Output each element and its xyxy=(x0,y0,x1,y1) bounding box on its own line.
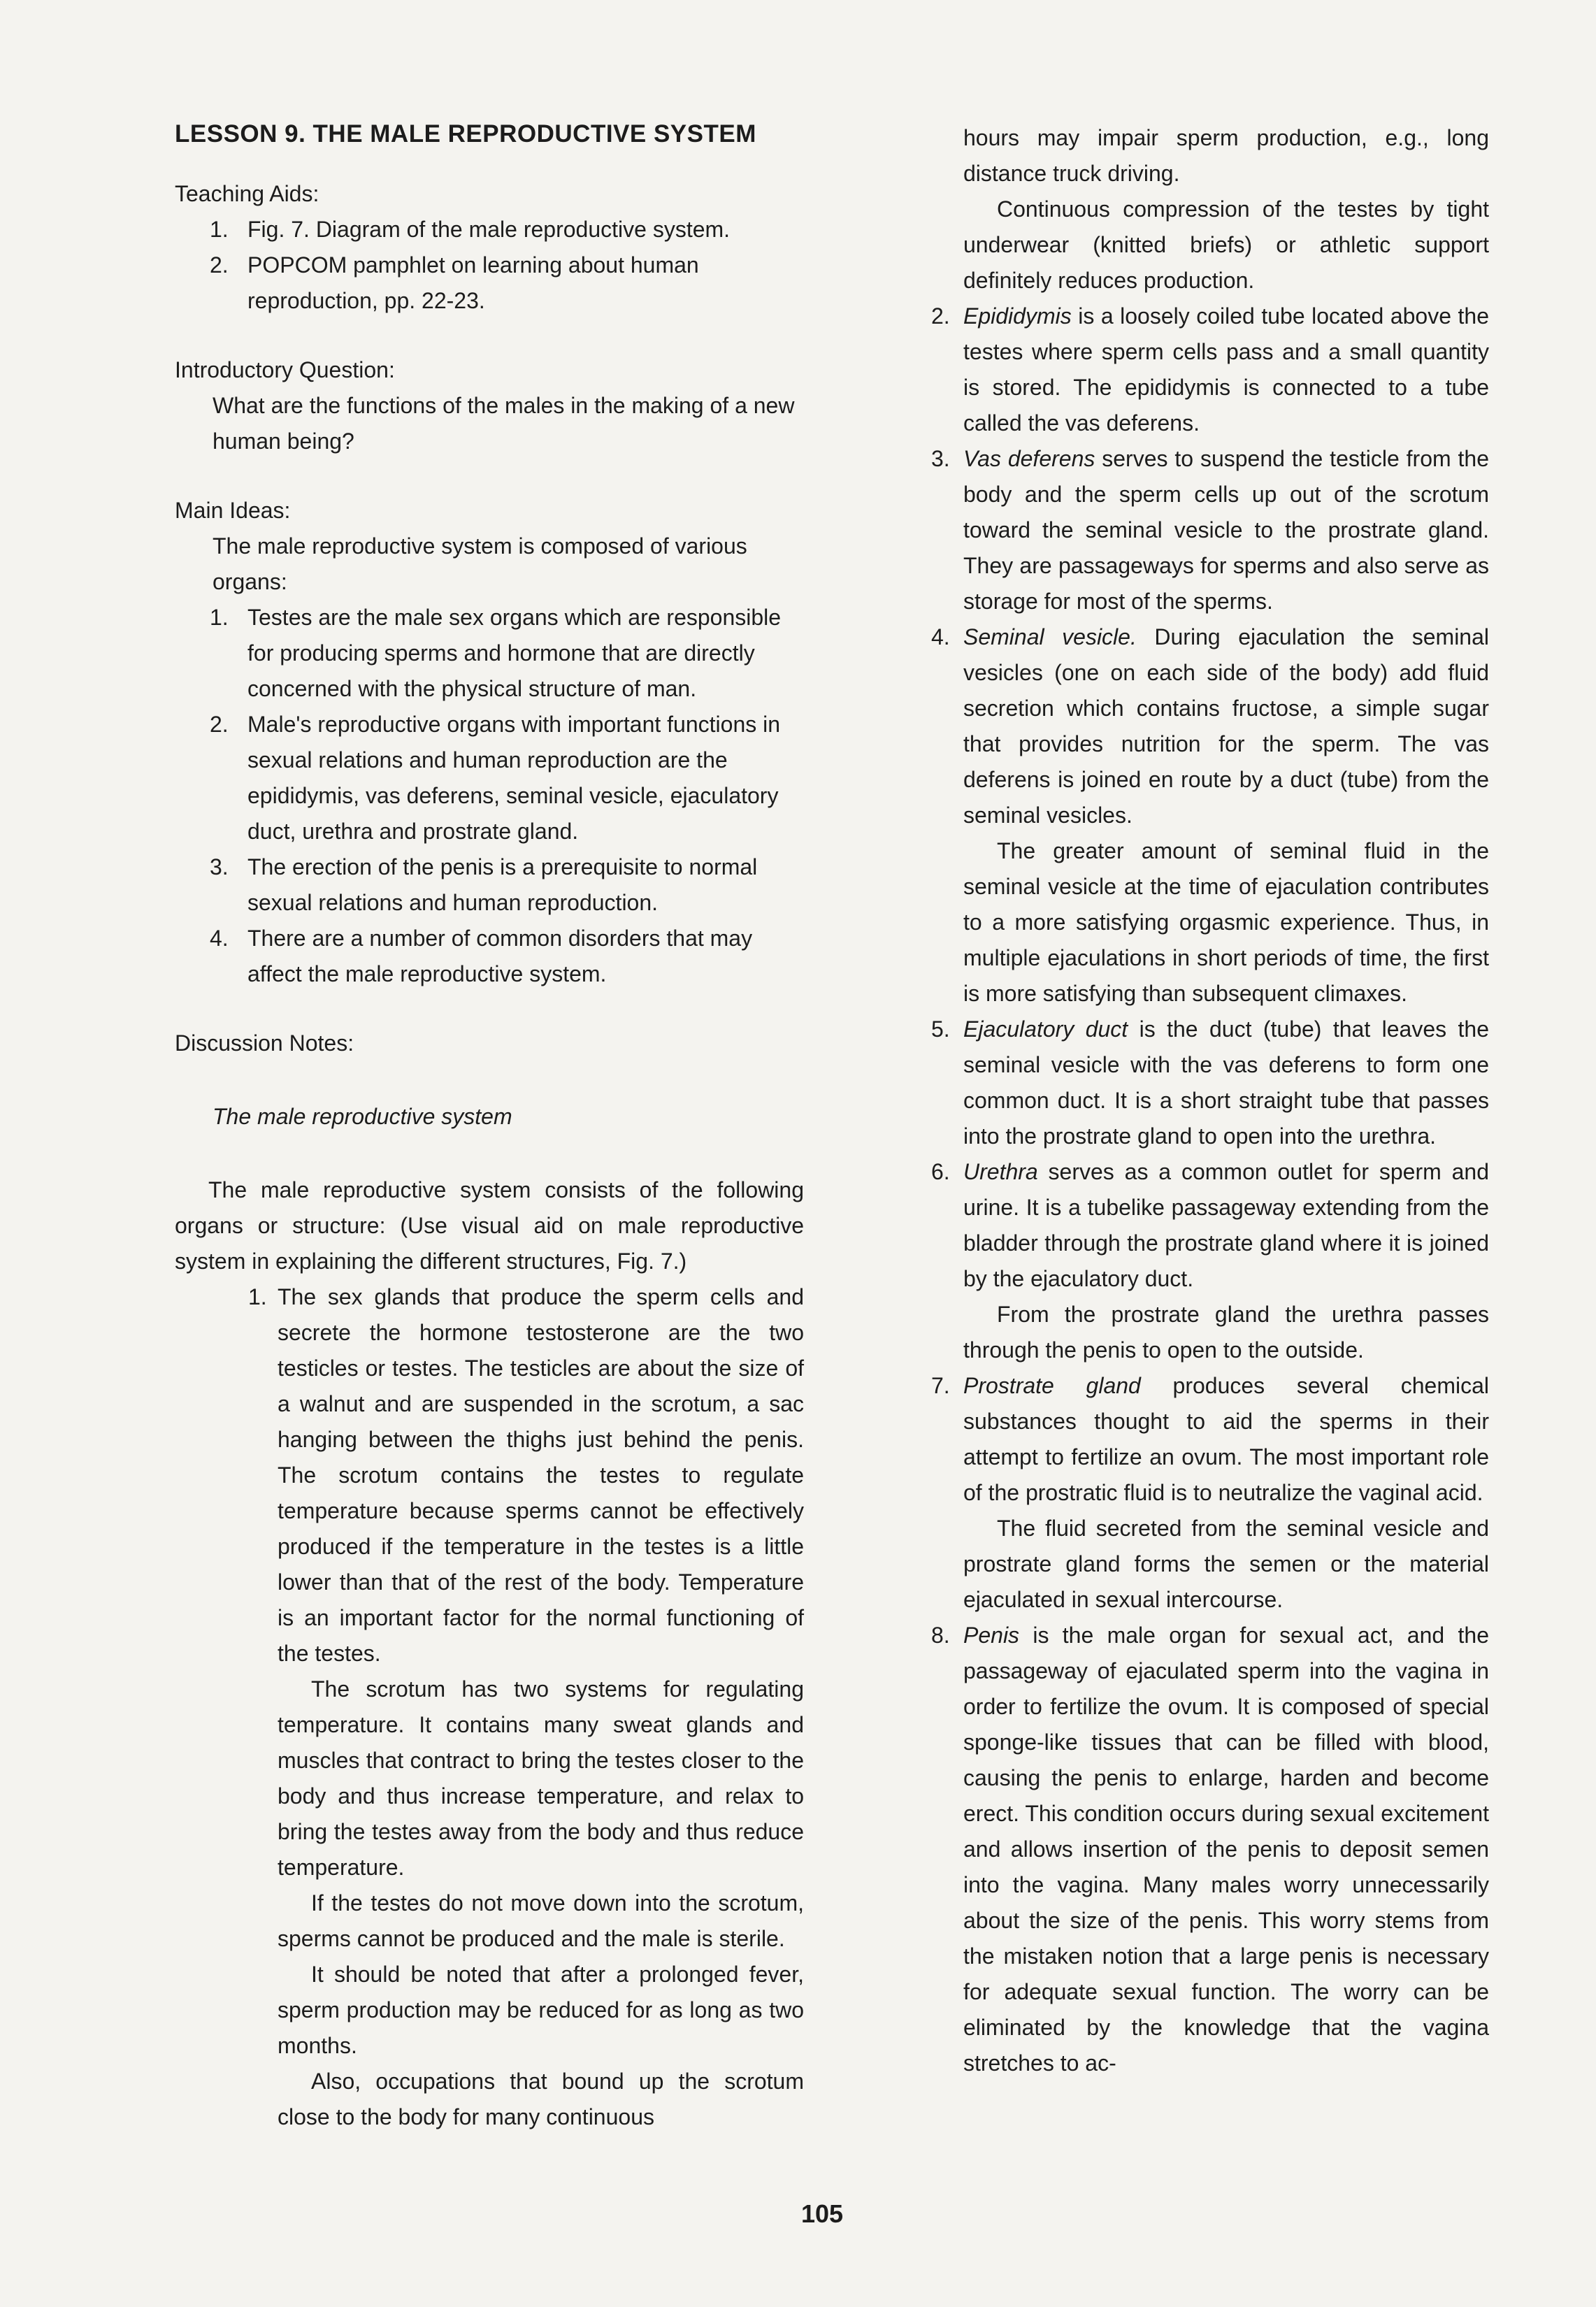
item-text: is the male organ for sexual act, and the passageway of ejaculated sperm into the vagina in order to fertilize the ovum. It is composed of special sponge-like tissues that can be filled with blood, causing the penis to enlarge, harden and become erect. This condition occurs during sexual excitement and allows insertion of the penis to deposit semen into the vagina. Many males worry unnecessarily about the size of the penis. This worry stems from the mistaken notion that a large penis is necessary for adequate sexual function. The worry can be eliminated by the knowledge that the vagina stretches to ac- xyxy=(963,1623,1489,2076)
paragraph: If the testes do not move down into the scrotum, sperms cannot be produced and the male is sterile. xyxy=(278,1890,804,1951)
item-text: Testes are the male sex organs which are responsible for producing sperms and hormone that are directly concerned with the physical structure of man. xyxy=(247,605,782,701)
discussion-list xyxy=(175,1279,804,1672)
list-item xyxy=(931,1012,1490,1154)
item-number: 2. xyxy=(210,252,229,278)
item-term: Urethra xyxy=(963,1159,1038,1184)
intro-question-heading: Introductory Question: xyxy=(175,357,395,382)
list-item xyxy=(175,1279,804,1672)
item-number: 1. xyxy=(248,1284,267,1309)
item-number: 7. xyxy=(931,1373,950,1398)
main-ideas-lead: The male reproductive system is composed of various organs: xyxy=(213,533,747,594)
item-term: Ejaculatory duct xyxy=(963,1016,1128,1042)
prostrate-extra: The fluid secreted from the seminal vesicle and prostrate gland forms the semen or the material ejaculated in sexual intercourse. xyxy=(963,1516,1489,1612)
discussion-subheading: The male reproductive system xyxy=(213,1104,512,1129)
list-item xyxy=(931,1618,1489,2081)
left-column xyxy=(175,120,804,2135)
compression-text: Continuous compression of the testes by tight underwear (knitted briefs) or athletic support definitely reduces production. xyxy=(963,196,1489,293)
list-item xyxy=(175,212,804,247)
list-item xyxy=(931,1368,1489,1511)
item-term: Seminal vesicle. xyxy=(963,624,1137,649)
list-item xyxy=(175,247,804,319)
discussion-heading: Discussion Notes: xyxy=(175,1030,354,1056)
item-number: 3. xyxy=(931,446,950,471)
item-text: The erection of the penis is a prerequisite to normal sexual relations and human reproduction. xyxy=(247,854,758,915)
discussion-paras xyxy=(175,1672,804,2135)
discussion-intro: The male reproductive system consists of the following organs or structure: (Use visual aid on male reproductive system in explaining the different structures, Fig. 7.) xyxy=(175,1177,804,1274)
item-text: During ejaculation the seminal vesicles (one on each side of the body) add fluid secretion which contains fructose, a simple sugar that provides nutrition for the sperm. The vas deferens is joined en route by a duct (tube) from the seminal vesicles. xyxy=(963,624,1490,828)
item-text: Male's reproductive organs with important functions in sexual relations and human reproduction are the epididymis, vas deferens, seminal vesicle, ejaculatory duct, urethra and prostrate gland. xyxy=(247,712,781,844)
urethra-extra: From the prostrate gland the urethra passes through the penis to open to the outside. xyxy=(963,1302,1489,1363)
item-text: The sex glands that produce the sperm cells and secrete the hormone testosterone are the two testicles or testes. The testicles are about the size of a walnut and are suspended in the scrotum, a sac hanging between the thighs just behind the penis. The scrotum contains the testes to regulate temperature because sperms cannot be effectively produced if the temperature in the testes is a little lower than that of the rest of the body. Temperature is an important factor for the normal functioning of the testes. xyxy=(278,1284,804,1666)
main-ideas-list xyxy=(175,600,804,992)
item-text: POPCOM pamphlet on learning about human reproduction, pp. 22-23. xyxy=(247,252,699,313)
item-number: 4. xyxy=(210,926,229,951)
organs-list-4 xyxy=(931,1618,1489,2081)
item-text: Fig. 7. Diagram of the male reproductive system. xyxy=(247,217,731,242)
continued-text: hours may impair sperm production, e.g., long distance truck driving. xyxy=(963,125,1489,186)
item-number: 8. xyxy=(931,1623,950,1648)
main-ideas-heading: Main Ideas: xyxy=(175,498,291,523)
item-text: There are a number of common disorders that may affect the male reproductive system. xyxy=(247,926,753,986)
page-number: 105 xyxy=(800,2199,844,2228)
list-item xyxy=(931,299,1489,441)
organs-list-2 xyxy=(931,1012,1490,1297)
paragraph: The scrotum has two systems for regulating temperature. It contains many sweat glands and muscles that contract to bring the testes closer to the body and thus increase temperature, and relax to bring the testes away from the body and thus reduce temperature. xyxy=(278,1676,804,1880)
right-column xyxy=(931,120,1490,2081)
item-text: serves to suspend the testicle from the body and the sperm cells up out of the scrotum toward the seminal vesicle to the prostrate gland. They are passageways for sperms and also serve as storage for most of the sperms. xyxy=(963,446,1490,614)
item-text: produces several chemical substances thought to aid the sperms in their attempt to fertilize an ovum. The most important role of the prostratic fluid is to neutralize the vaginal acid. xyxy=(963,1373,1489,1505)
list-item xyxy=(175,707,804,849)
paragraph: Also, occupations that bound up the scrotum close to the body for many continuous xyxy=(278,2069,804,2129)
list-item xyxy=(931,619,1490,833)
list-item xyxy=(175,600,804,707)
list-item xyxy=(175,921,804,992)
organs-list xyxy=(931,299,1490,833)
teaching-aids-list xyxy=(175,212,804,319)
item-term: Penis xyxy=(963,1623,1020,1648)
item-number: 2. xyxy=(931,303,950,329)
lesson-title: LESSON 9. THE MALE REPRODUCTIVE SYSTEM xyxy=(175,120,756,148)
intro-question-text: What are the functions of the males in the making of a new human being? xyxy=(213,393,795,454)
list-item xyxy=(931,441,1490,619)
list-item xyxy=(931,1154,1489,1297)
item-text: serves as a common outlet for sperm and urine. It is a tubelike passageway extending from the bladder through the prostrate gland where it is joined by the ejaculatory duct. xyxy=(963,1159,1489,1291)
item-term: Epididymis xyxy=(963,303,1072,329)
seminal-extra: The greater amount of seminal fluid in the seminal vesicle at the time of ejaculation contributes to a more satisfying orgasmic experience. Thus, in multiple ejaculations in short periods of time, the first is more satisfying than subsequent climaxes. xyxy=(963,838,1489,1006)
item-term: Vas deferens xyxy=(963,446,1095,471)
organs-list-3 xyxy=(931,1368,1489,1511)
item-number: 1. xyxy=(210,217,229,242)
paragraph: It should be noted that after a prolonged fever, sperm production may be reduced for as long as two months. xyxy=(278,1962,804,2058)
teaching-aids-heading: Teaching Aids: xyxy=(175,181,319,206)
item-term: Prostrate gland xyxy=(963,1373,1141,1398)
item-number: 3. xyxy=(210,854,229,879)
item-number: 1. xyxy=(210,605,229,630)
item-number: 4. xyxy=(931,624,950,649)
list-item xyxy=(175,849,804,921)
item-text: is a loosely coiled tube located above the testes where sperm cells pass and a small quantity is stored. The epididymis is connected to a tube called the vas deferens. xyxy=(963,303,1489,436)
item-number: 2. xyxy=(210,712,229,737)
item-text: is the duct (tube) that leaves the seminal vesicle with the vas deferens to form one common duct. It is a short straight tube that passes into the prostrate gland to open into the urethra. xyxy=(963,1016,1490,1149)
item-number: 6. xyxy=(931,1159,950,1184)
item-number: 5. xyxy=(931,1016,950,1042)
